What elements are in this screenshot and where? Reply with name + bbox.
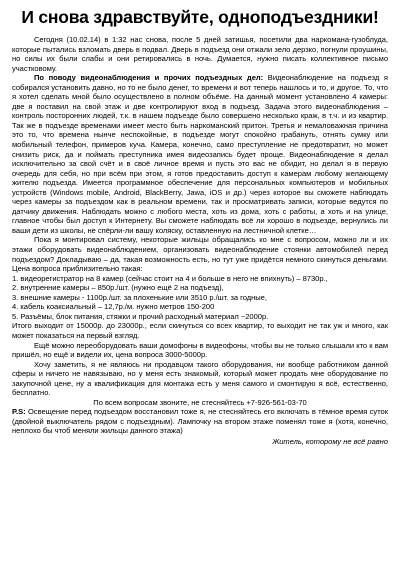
price-item: 3. внешние камеры - 1100р./шт. за плохенькие или 3510 р./шт. за годные, <box>12 292 267 302</box>
total-paragraph: Итого выходит от 15000р. до 23000р., если скинуться со всех квартир, то выходит не так уж и много, как может показаться на первый взгляд. <box>12 321 388 340</box>
price-item: 1. видеорегистратор на 8 камер (сейчас стоит на 4 и больше в него не впихнуть) – 8730р., <box>12 273 328 283</box>
page-title: И снова здравствуйте, одноподъездники! <box>21 7 379 27</box>
video-section-paragraph <box>12 73 388 235</box>
contact-line: По всем вопросам звоните, не стесняйтесь +7-926-561-03-70 <box>93 397 307 407</box>
price-item: 4. кабель коаксиальный – 12,7р./м. нужно метров 150-200 <box>12 302 215 312</box>
section-text: Видеонаблюдение на подъезд я собирался установить давно, но то не было денег, то времени и вот теперь нашлось и то, и другое. То, что я хотел сделать мной было осуществлено в полном объёме. На данный момент установлено 4 камеры: две я поставил на свой этаж и две контролируют вход в подъезд. Задача этого видеонаблюдения – контроль посторонних людей, т.к. в нашем подъезде было совершено несколько краж, в т.ч. и из квартир. Так же в подъезде временами имеет место быть наркоманский притон. Третья и немаловажная причина это то, что времена нынче неспокойные, в подъезде могут спокойно грабануть, отнять сумку или мобильный телефон, примеров куча. Камера, конечно, само преступление не предотвратит, но может снизить риск, да и поймать преступника имея видеозапись будет проще. Видеонаблюдение я делал исключительно за свой счёт и в своё личное время и пусть это вас не обидит, но делал я в первую очередь для себя, но при всём при этом, я готов предоставить доступ к камерам любому желающему жителю подъезда. Имеется программное обеспечение для персональных компьютеров и мобильных устройств (Windows mobile, Android, BlackBerry, Jawa, iOS и др.) через которое вы сможете наблюдать через камеры за подъездом как в реальном времени, так и просматривать записи, которые ведутся по датчику движения. Наблюдать можно с любого места, хоть из дома, хоть с работы, а хоть и на улице, главное чтобы был доступ к Интернету. Вы сможете наблюдать всё ли хорошо в подъезде, вернулись ли ваши дети из школы, не спёрли-ли вашу коляску, оставленную на лестничной клетке… <box>12 73 388 235</box>
ps-text: Освещение перед подъездом восстановил тоже я, не стесняйтесь его включать в тёмное время суток (двойной выключатель рядом с подъездным). Лампочку на втором этаже поменял тоже я (хотя, конечно, неплохо бы чтоб меняли жильцы данного этажа) <box>12 407 388 436</box>
ps-label: P.S: <box>12 407 26 417</box>
note-paragraph: Хочу заметить, я не являюсь ни продавцом такого оборудования, ни вообще работником данной сферы и ничего не навязываю, но у меня есть знакомый, который может продать мне оборудование по закупочной цене, ну а квалификация для монтажа есть у меня самого и смонтирую я всё, естественно, бесплатно. <box>12 359 388 398</box>
intro-paragraph: Сегодня (10.02.14) в 1:32 нас снова, после 5 дней затишья, посетили два наркомана-гузоблуда, которые пытались взломать дверь в подвал. Дверь в подъезд они отжали зело дерзко, погнули проушины, но силы их были слабы и они ретировались в ночь. Думается, нужно писать коллективное письмо участковому. <box>12 35 388 73</box>
section-heading: По поводу видеонаблюдения и прочих подъездных дел: <box>34 73 264 83</box>
price-item: 2. внутренние камеры – 850р./шт. (нужно ещё 2 на подъезд), <box>12 283 224 293</box>
offer-paragraph: Пока я монтировал систему, некоторые жильцы обращались ко мне с вопросом, можно ли и их этажи оборудовать видеонаблюдением, организовать видеонаблюдение стоянки автомобилей перед подъездом? Докладываю – да, такая возможность есть, но тут уже придётся немного скинуться деньгами. Цена вопроса приблизительно такая: <box>12 235 388 274</box>
intercom-paragraph: Ещё можно переоборудовать ваши домофоны в видеофоны, чтобы вы не только слышали кто к вам пришёл, но ещё и видели их, цена вопроса 3000-5000р. <box>12 340 388 360</box>
ps-paragraph <box>12 407 388 436</box>
price-item: 5. Разъёмы, блок питания, стяжки и прочий расходный материал ~2000р. <box>12 311 269 321</box>
notice-body <box>12 35 388 447</box>
signature: Житель, которому не всё равно <box>272 436 388 446</box>
